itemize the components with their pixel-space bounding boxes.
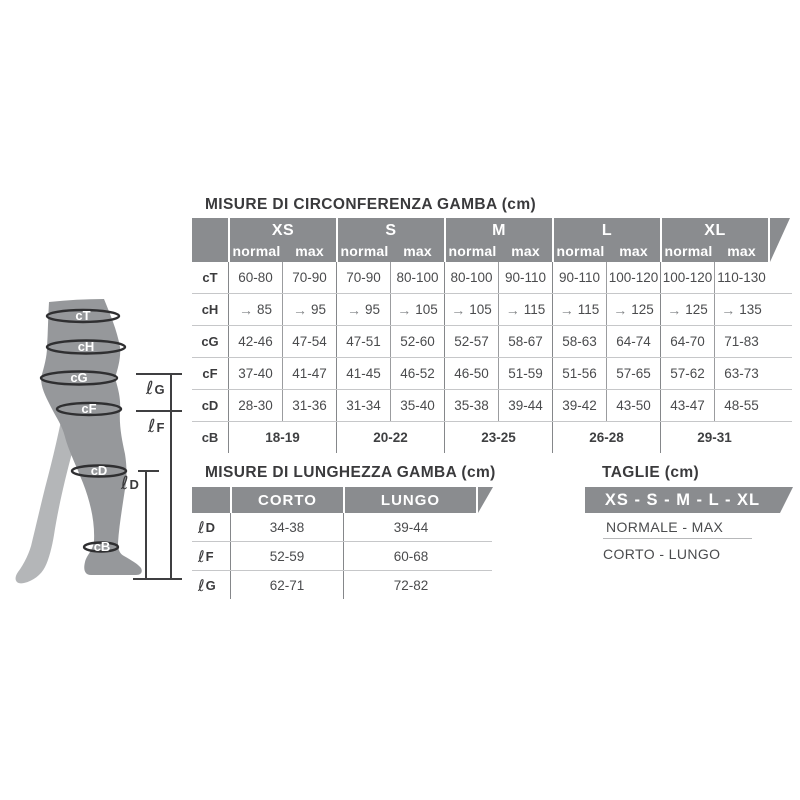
value-cell: 64-70 bbox=[660, 326, 714, 357]
table-row bbox=[192, 262, 792, 294]
value-cell: 47-51 bbox=[336, 326, 390, 357]
value-cell: → 125 bbox=[606, 294, 660, 325]
arrow-icon: → bbox=[397, 301, 412, 318]
script-l-glyph: ℓ bbox=[198, 575, 205, 595]
header-size-group bbox=[338, 218, 444, 262]
table-row bbox=[192, 571, 492, 599]
merged-value-cell: 20-22 bbox=[336, 422, 444, 453]
value-cell: → 135 bbox=[714, 294, 768, 325]
size-subheader bbox=[230, 240, 336, 262]
tick-top bbox=[136, 373, 182, 375]
subheader-label: normal bbox=[232, 243, 281, 259]
size-label: XS bbox=[271, 222, 295, 239]
value-cell: 64-74 bbox=[606, 326, 660, 357]
size-label: L bbox=[601, 222, 613, 239]
length-header-lungo: LUNGO bbox=[345, 487, 476, 513]
table-row bbox=[192, 390, 792, 422]
value-cell: 60-80 bbox=[228, 262, 282, 293]
value-cell: 80-100 bbox=[444, 262, 498, 293]
subheader-label: max bbox=[403, 243, 432, 259]
length-header-corto: CORTO bbox=[232, 487, 343, 513]
value-cell: 70-90 bbox=[336, 262, 390, 293]
script-l-glyph: ℓ bbox=[148, 416, 156, 437]
script-l-glyph: ℓ bbox=[198, 517, 205, 537]
size-label: M bbox=[492, 222, 506, 239]
arrow-icon: → bbox=[292, 301, 307, 318]
value-cell: 62-71 bbox=[230, 571, 343, 599]
leg-band-label: cB bbox=[93, 539, 111, 554]
value-cell: 34-38 bbox=[230, 513, 343, 541]
merged-value-cell: 23-25 bbox=[444, 422, 552, 453]
value-cell: 35-38 bbox=[444, 390, 498, 421]
table-row bbox=[192, 513, 492, 542]
merged-value-cell: 18-19 bbox=[228, 422, 336, 453]
row-label: ℓ G bbox=[198, 575, 216, 595]
length-table-title: MISURE DI LUNGHEZZA GAMBA (cm) bbox=[205, 464, 496, 481]
row-label: cD bbox=[201, 398, 219, 413]
value-cell: 80-100 bbox=[390, 262, 444, 293]
value-cell: → 105 bbox=[390, 294, 444, 325]
row-label: ℓ D bbox=[198, 517, 215, 537]
length-line-d bbox=[145, 470, 147, 580]
value-cell: 48-55 bbox=[714, 390, 768, 421]
merged-value-cell: 26-28 bbox=[552, 422, 660, 453]
sizes-band: XS - S - M - L - XL bbox=[585, 487, 780, 513]
arrow-icon: → bbox=[559, 301, 574, 318]
length-label-lF: ℓF bbox=[148, 416, 165, 437]
sizes-band-slant-decoration bbox=[780, 487, 793, 513]
value-cell: → 95 bbox=[336, 294, 390, 325]
value-cell: 39-42 bbox=[552, 390, 606, 421]
subheader-label: max bbox=[727, 243, 756, 259]
subheader-label: normal bbox=[664, 243, 713, 259]
sizes-panel-title: TAGLIE (cm) bbox=[602, 464, 700, 481]
length-label-lD: ℓD bbox=[121, 473, 139, 494]
value-cell: 35-40 bbox=[390, 390, 444, 421]
value-cell: 57-62 bbox=[660, 358, 714, 389]
script-l-glyph: ℓ bbox=[146, 378, 154, 399]
arrow-icon: → bbox=[451, 301, 466, 318]
value-cell: 100-120 bbox=[606, 262, 660, 293]
value-cell: 46-52 bbox=[390, 358, 444, 389]
value-cell: 58-67 bbox=[498, 326, 552, 357]
length-header-corner bbox=[192, 487, 230, 513]
subheader-label: max bbox=[619, 243, 648, 259]
subheader-label: max bbox=[295, 243, 324, 259]
value-cell: 51-59 bbox=[498, 358, 552, 389]
value-cell: → 105 bbox=[444, 294, 498, 325]
value-cell: → 85 bbox=[228, 294, 282, 325]
tick-f bbox=[136, 410, 182, 412]
circumference-table-body bbox=[192, 262, 792, 453]
value-cell: 57-65 bbox=[606, 358, 660, 389]
header-size-group bbox=[230, 218, 336, 262]
tick-d bbox=[138, 470, 159, 472]
row-label: ℓ F bbox=[198, 546, 214, 566]
value-cell: 52-57 bbox=[444, 326, 498, 357]
value-cell: 58-63 bbox=[552, 326, 606, 357]
size-label: XL bbox=[704, 222, 726, 239]
value-cell: 110-130 bbox=[714, 262, 768, 293]
value-cell: 70-90 bbox=[282, 262, 336, 293]
table-row bbox=[192, 326, 792, 358]
header-corner-cell bbox=[192, 218, 228, 262]
circumference-table bbox=[192, 218, 792, 453]
value-cell: 52-59 bbox=[230, 542, 343, 570]
value-cell: 42-46 bbox=[228, 326, 282, 357]
value-cell: 90-110 bbox=[552, 262, 606, 293]
value-cell: 46-50 bbox=[444, 358, 498, 389]
row-label: cB bbox=[201, 430, 219, 445]
arrow-icon: → bbox=[238, 301, 253, 318]
leg-band-label: cD bbox=[90, 463, 108, 478]
leg-measurement-diagram bbox=[10, 290, 190, 600]
value-cell: 39-44 bbox=[343, 513, 478, 541]
value-cell: 51-56 bbox=[552, 358, 606, 389]
size-subheader bbox=[662, 240, 768, 262]
value-cell: → 95 bbox=[282, 294, 336, 325]
value-cell: → 125 bbox=[660, 294, 714, 325]
subheader-label: normal bbox=[556, 243, 605, 259]
arrow-icon: → bbox=[613, 301, 628, 318]
sizes-divider bbox=[603, 538, 752, 539]
arrow-icon: → bbox=[346, 301, 361, 318]
value-cell: 72-82 bbox=[343, 571, 478, 599]
header-size-group bbox=[662, 218, 768, 262]
arrow-icon: → bbox=[505, 301, 520, 318]
value-cell: 52-60 bbox=[390, 326, 444, 357]
length-label-lG: ℓG bbox=[146, 378, 165, 399]
subheader-label: normal bbox=[340, 243, 389, 259]
value-cell: 71-83 bbox=[714, 326, 768, 357]
subheader-label: normal bbox=[448, 243, 497, 259]
row-label: cT bbox=[202, 270, 218, 285]
value-cell: 37-40 bbox=[228, 358, 282, 389]
row-label: cF bbox=[202, 366, 218, 381]
table-row-merged bbox=[192, 422, 792, 453]
circumference-table-header bbox=[192, 218, 792, 262]
script-l-glyph: ℓ bbox=[198, 546, 205, 566]
value-cell: 90-110 bbox=[498, 262, 552, 293]
value-cell: 47-54 bbox=[282, 326, 336, 357]
value-cell: 100-120 bbox=[660, 262, 714, 293]
leg-band-label: cH bbox=[77, 339, 95, 354]
value-cell: 43-50 bbox=[606, 390, 660, 421]
sizes-normale-max: NORMALE - MAX bbox=[606, 519, 724, 535]
script-l-glyph: ℓ bbox=[121, 473, 129, 494]
size-subheader bbox=[446, 240, 552, 262]
value-cell: → 115 bbox=[498, 294, 552, 325]
value-cell: → 115 bbox=[552, 294, 606, 325]
value-cell: 60-68 bbox=[343, 542, 478, 570]
table-row bbox=[192, 358, 792, 390]
leg-band-label: cF bbox=[81, 401, 97, 416]
row-label: cG bbox=[201, 334, 219, 349]
merged-value-cell: 29-31 bbox=[660, 422, 768, 453]
value-cell: 31-36 bbox=[282, 390, 336, 421]
size-subheader bbox=[338, 240, 444, 262]
value-cell: 63-73 bbox=[714, 358, 768, 389]
length-table-header bbox=[192, 487, 492, 513]
value-cell: 43-47 bbox=[660, 390, 714, 421]
arrow-icon: → bbox=[721, 301, 736, 318]
length-line-main bbox=[170, 373, 172, 580]
length-table bbox=[192, 487, 492, 599]
size-label: S bbox=[385, 222, 397, 239]
header-size-group bbox=[446, 218, 552, 262]
value-cell: 41-45 bbox=[336, 358, 390, 389]
leg-band-label: cG bbox=[70, 370, 88, 385]
tick-bottom bbox=[133, 578, 182, 580]
circumference-table-title: MISURE DI CIRCONFERENZA GAMBA (cm) bbox=[205, 196, 537, 213]
value-cell: 41-47 bbox=[282, 358, 336, 389]
table-row bbox=[192, 294, 792, 326]
arrow-icon: → bbox=[667, 301, 682, 318]
length-table-body bbox=[192, 513, 492, 599]
value-cell: 28-30 bbox=[228, 390, 282, 421]
value-cell: 31-34 bbox=[336, 390, 390, 421]
subheader-label: max bbox=[511, 243, 540, 259]
table-row bbox=[192, 542, 492, 571]
header-size-group bbox=[554, 218, 660, 262]
leg-band-label: cT bbox=[75, 308, 91, 323]
row-label: cH bbox=[201, 302, 219, 317]
sizes-corto-lungo: CORTO - LUNGO bbox=[603, 546, 721, 562]
value-cell: 39-44 bbox=[498, 390, 552, 421]
size-subheader bbox=[554, 240, 660, 262]
